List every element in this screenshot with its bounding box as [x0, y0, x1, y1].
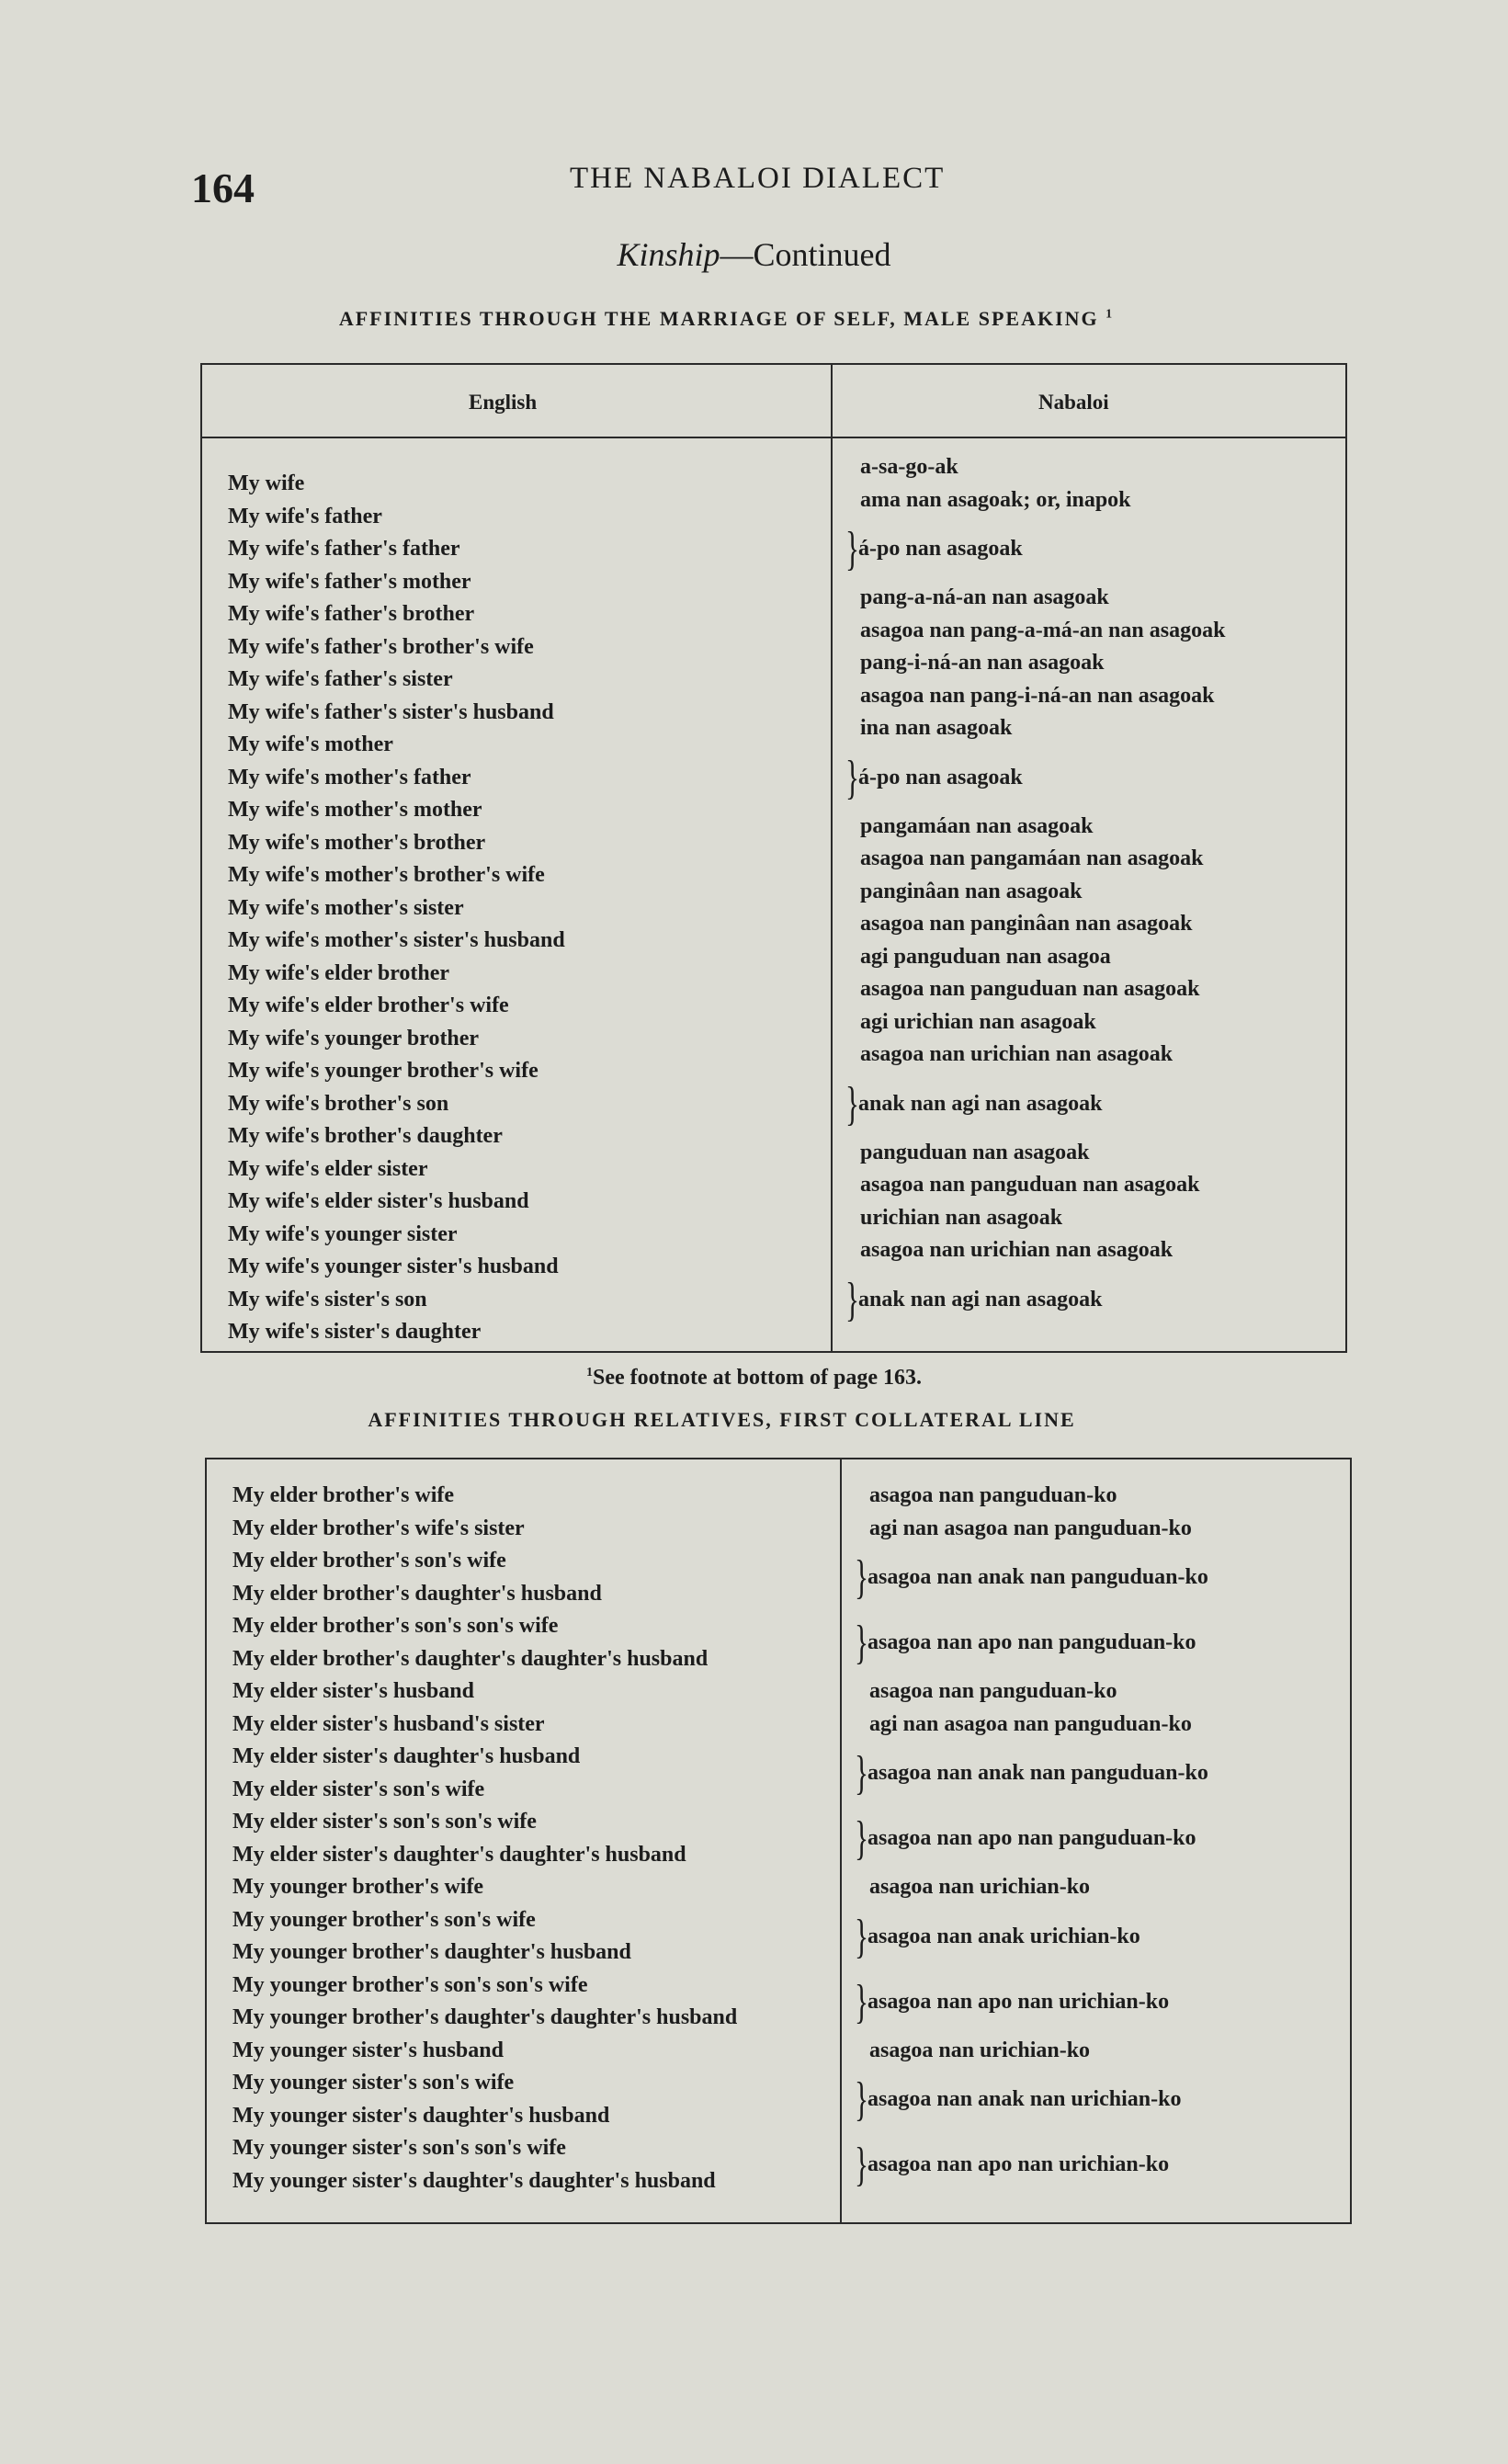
- nabaloi-term: pang-a-ná-an nan asagoak: [860, 585, 1109, 609]
- nabaloi-term: asagoa nan urichian-ko: [869, 1875, 1091, 1899]
- caption-rest: —Continued: [720, 236, 891, 273]
- page-number: 164: [191, 165, 255, 211]
- english-term: My younger sister's son's wife: [232, 2071, 515, 2095]
- english-term: My elder sister's daughter's daughter's husband: [232, 1842, 686, 1867]
- nabaloi-term: panguduan nan asagoak: [860, 1140, 1090, 1164]
- nabaloi-term-grouped: [845, 1267, 1225, 1333]
- nabaloi-term: asagoa nan anak nan panguduan-ko: [867, 1565, 1208, 1589]
- english-term: My elder brother's wife: [232, 1483, 455, 1507]
- nabaloi-term: asagoa nan urichian nan asagoak: [860, 1042, 1174, 1066]
- english-term: My wife's brother's son: [228, 1091, 449, 1116]
- nabaloi-term: asagoa nan panguduan nan asagoak: [860, 1173, 1200, 1197]
- brace-icon: }: [855, 1910, 868, 1963]
- nabaloi-term: asagoa nan apo nan panguduan-ko: [867, 1630, 1196, 1654]
- nabaloi-term: asagoa nan pang-i-ná-an nan asagoak: [860, 683, 1215, 708]
- nabaloi-term: asagoa nan panguduan-ko: [869, 1483, 1117, 1507]
- nabaloi-term: pang-i-ná-an nan asagoak: [860, 651, 1105, 675]
- nabaloi-term: a-sa-go-ak: [860, 455, 958, 479]
- english-term: My wife's elder sister: [228, 1156, 428, 1181]
- nabaloi-term: asagoa nan panguduan nan asagoak: [860, 977, 1200, 1001]
- english-term: My wife's mother's father: [228, 765, 471, 789]
- brace-icon: }: [855, 1747, 868, 1800]
- english-term: My elder brother's son's wife: [232, 1549, 506, 1573]
- english-term: My elder brother's son's son's wife: [232, 1614, 559, 1638]
- nabaloi-term: panginâan nan asagoak: [860, 879, 1083, 903]
- nabaloi-term: asagoa nan anak nan urichian-ko: [867, 2087, 1182, 2111]
- section-heading-relatives: AFFINITIES THROUGH RELATIVES, FIRST COLLATERAL LINE: [368, 1408, 1076, 1431]
- nabaloi-term: pangamáan nan asagoak: [860, 813, 1094, 838]
- english-term: My elder sister's husband: [232, 1679, 474, 1703]
- nabaloi-term: asagoa nan urichian-ko: [869, 2038, 1091, 2062]
- nabaloi-term: agi nan asagoa nan panguduan-ko: [869, 1711, 1192, 1736]
- english-term: My elder sister's son's son's wife: [232, 1810, 537, 1834]
- brace-icon: }: [855, 1551, 868, 1604]
- english-term: My wife's sister's son: [228, 1287, 427, 1311]
- english-term: My younger sister's husband: [232, 2038, 504, 2062]
- nabaloi-term-grouped: [855, 2132, 1208, 2197]
- english-column: [228, 468, 565, 1349]
- english-term: My wife's brother's daughter: [228, 1124, 503, 1148]
- running-head: THE NABALOI DIALECT: [570, 162, 946, 195]
- brace-icon: }: [855, 1617, 868, 1669]
- nabaloi-term: asagoa nan urichian nan asagoak: [860, 1238, 1174, 1262]
- english-term: My wife's younger brother's wife: [228, 1059, 539, 1083]
- column-header-english: English: [469, 391, 538, 414]
- english-term: My wife's elder brother: [228, 960, 450, 985]
- nabaloi-term: asagoa nan pangamáan nan asagoak: [860, 846, 1204, 870]
- nabaloi-term: anak nan agi nan asagoak: [858, 1287, 1103, 1311]
- nabaloi-term-grouped: [855, 1806, 1208, 1871]
- section-heading-text: AFFINITIES THROUGH THE MARRIAGE OF SELF, MALE SPEAKING: [338, 307, 1099, 330]
- english-term: My wife: [228, 471, 305, 495]
- english-term: My younger sister's son's son's wife: [232, 2136, 566, 2160]
- english-term: My elder brother's daughter's daughter's husband: [232, 1646, 709, 1671]
- nabaloi-term: asagoa nan pang-a-má-an nan asagoak: [860, 618, 1226, 642]
- kinship-table-relatives: [205, 1458, 1352, 2224]
- english-term: My elder sister's daughter's husband: [232, 1744, 581, 1768]
- english-term: My younger brother's daughter's daughter's husband: [232, 2005, 738, 2029]
- nabaloi-term: á-po nan asagoak: [858, 537, 1023, 561]
- kinship-table-marriage: [200, 363, 1347, 1353]
- english-term: My wife's younger brother: [228, 1026, 480, 1050]
- english-term: My wife's mother's brother: [228, 830, 486, 855]
- nabaloi-term: asagoa nan apo nan urichian-ko: [867, 1989, 1170, 2014]
- column-header-nabaloi: Nabaloi: [1038, 391, 1109, 414]
- english-term: My wife's father's father: [228, 537, 460, 561]
- nabaloi-term: ina nan asagoak: [860, 716, 1013, 740]
- header-rule: [202, 437, 1345, 438]
- nabaloi-term-grouped: [845, 1072, 1225, 1137]
- nabaloi-column: [845, 451, 1225, 1333]
- english-column: [232, 1480, 737, 2197]
- english-term: My wife's mother's sister: [228, 895, 464, 920]
- nabaloi-term: asagoa nan apo nan panguduan-ko: [867, 1826, 1196, 1850]
- nabaloi-term: ama nan asagoak; or, inapok: [860, 487, 1131, 512]
- brace-icon: }: [845, 1273, 859, 1326]
- english-term: My wife's younger sister's husband: [228, 1255, 559, 1278]
- english-term: My younger brother's son's son's wife: [232, 1972, 588, 1997]
- nabaloi-term: agi nan asagoa nan panguduan-ko: [869, 1516, 1192, 1540]
- nabaloi-term-grouped: [855, 1904, 1208, 1970]
- nabaloi-term-grouped: [855, 1741, 1208, 1806]
- english-term: My younger brother's wife: [232, 1875, 484, 1899]
- column-divider: [831, 365, 833, 1351]
- english-term: My younger brother's daughter's husband: [232, 1940, 631, 1964]
- caption: [0, 235, 1508, 274]
- brace-icon: }: [845, 523, 859, 575]
- english-term: My wife's father's brother: [228, 602, 475, 626]
- brace-icon: }: [855, 1812, 868, 1865]
- nabaloi-term-grouped: [855, 1545, 1208, 1610]
- nabaloi-term: asagoa nan anak urichian-ko: [867, 1924, 1140, 1948]
- nabaloi-term-grouped: [855, 2067, 1208, 2132]
- english-term: My wife's father's sister: [228, 667, 453, 691]
- english-term: My wife's father's sister's husband: [228, 699, 554, 724]
- footnote-marker: 1: [1105, 307, 1115, 322]
- nabaloi-term-grouped: [855, 1610, 1208, 1675]
- brace-icon: }: [845, 1077, 859, 1130]
- nabaloi-term: á-po nan asagoak: [858, 765, 1023, 789]
- english-term: My elder sister's husband's sister: [232, 1711, 545, 1736]
- brace-icon: }: [855, 2139, 868, 2191]
- nabaloi-term: asagoa nan panguduan-ko: [869, 1679, 1117, 1703]
- english-term: My younger brother's son's wife: [232, 1907, 536, 1932]
- nabaloi-term-grouped: [855, 1970, 1208, 2035]
- footnote-number: 1: [586, 1366, 594, 1380]
- english-term: My wife's father's mother: [228, 569, 471, 594]
- nabaloi-term-grouped: [845, 745, 1225, 811]
- english-term: My younger sister's daughter's daughter's husband: [232, 2168, 716, 2193]
- english-term: My wife's mother's brother's wife: [228, 863, 545, 887]
- english-term: My wife's mother: [228, 732, 393, 756]
- nabaloi-column: [855, 1480, 1208, 2197]
- english-term: My elder brother's daughter's husband: [232, 1581, 602, 1606]
- english-term: My wife's mother's mother: [228, 798, 482, 822]
- english-term: My wife's mother's sister's husband: [228, 928, 565, 952]
- nabaloi-term: asagoa nan panginâan nan asagoak: [860, 912, 1193, 936]
- column-divider: [840, 1459, 842, 2222]
- nabaloi-term: agi panguduan nan asagoa: [860, 944, 1111, 969]
- nabaloi-term: urichian nan asagoak: [860, 1205, 1063, 1230]
- english-term: My younger sister's daughter's husband: [232, 2103, 610, 2128]
- english-term: My wife's father: [228, 504, 382, 528]
- brace-icon: }: [845, 751, 859, 804]
- section-heading-marriage: [0, 307, 1480, 331]
- footnote-text: See footnote at bottom of page 163.: [593, 1366, 922, 1390]
- footnote: [0, 1366, 1508, 1391]
- nabaloi-term: anak nan agi nan asagoak: [858, 1091, 1103, 1116]
- english-term: My wife's father's brother's wife: [228, 634, 534, 659]
- english-term: My wife's elder sister's husband: [228, 1189, 529, 1213]
- brace-icon: }: [855, 2073, 868, 2126]
- english-term: My elder brother's wife's sister: [232, 1516, 525, 1540]
- english-term: My elder sister's son's wife: [232, 1777, 485, 1801]
- english-term: My wife's younger sister: [228, 1221, 458, 1246]
- brace-icon: }: [855, 1975, 868, 2028]
- caption-italic: Kinship: [617, 236, 720, 273]
- nabaloi-term: agi urichian nan asagoak: [860, 1009, 1096, 1034]
- english-term: My wife's sister's daughter: [228, 1320, 482, 1344]
- nabaloi-term: asagoa nan anak nan panguduan-ko: [867, 1761, 1208, 1785]
- english-term: My wife's elder brother's wife: [228, 994, 509, 1017]
- nabaloi-term: asagoa nan apo nan urichian-ko: [867, 2152, 1170, 2176]
- nabaloi-term-grouped: [845, 517, 1225, 582]
